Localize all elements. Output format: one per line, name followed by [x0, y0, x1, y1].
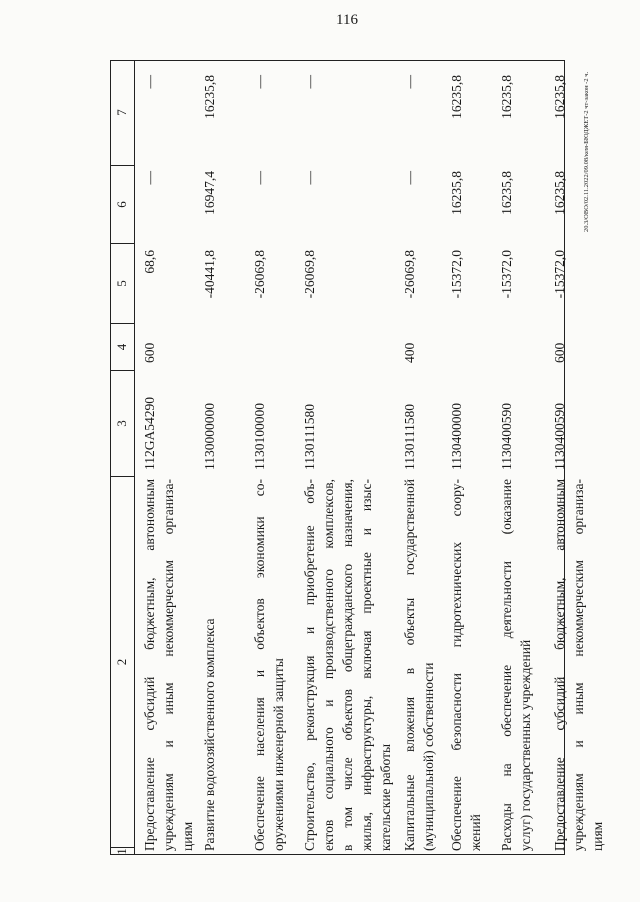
row-value-6: —: [252, 171, 267, 185]
row-name: [300, 479, 395, 851]
row-value-6: —: [302, 171, 317, 185]
row-value-7: 16235,8: [449, 75, 464, 119]
row-value-5: -15372,0: [552, 250, 567, 299]
row-name-line: Предоставление субсидий бюджетным, автономным: [552, 479, 567, 851]
row-value-7: —: [402, 75, 417, 89]
row-value-5: -15372,0: [449, 250, 464, 299]
row-expense-type: 600: [142, 342, 157, 363]
row-name-line: Обеспечение населения и объектов экономики со-: [252, 479, 267, 851]
row-name: [140, 479, 197, 851]
row-value-6: 16235,8: [449, 171, 464, 215]
row-name: [447, 479, 485, 851]
header-col-3: 3: [110, 370, 134, 476]
row-value-5: -15372,0: [499, 250, 514, 299]
row-value-7: —: [142, 75, 157, 89]
row-name-line: циям: [180, 821, 195, 851]
row-value-6: 16235,8: [499, 171, 514, 215]
row-code: 112GA54290: [142, 397, 157, 470]
row-value-6: —: [402, 171, 417, 185]
footer-stamp: 20.3/OBO/02.11.2022/09.08/кем-БЮДЖЕТ-2 чт-закон -2 ч.: [583, 71, 590, 232]
row-name: [497, 479, 535, 851]
header-col-7: 7: [114, 109, 129, 116]
row-code: 1130400590: [552, 403, 567, 470]
row-name-line: Строительство, реконструкция и приобретение объ-: [302, 479, 317, 851]
row-code: 1130400000: [449, 403, 464, 470]
row-name-line: Предоставление субсидий бюджетным, автономным: [142, 479, 157, 851]
row-code: 1130111580: [402, 404, 417, 470]
row-name-line: жений: [468, 814, 483, 851]
row-name-line: в том числе объектов общегражданского назначения,: [340, 479, 355, 851]
row-expense-type: 400: [402, 342, 417, 363]
row-name-line: Обеспечение безопасности гидротехнических соору-: [449, 479, 464, 851]
row-name: [550, 479, 607, 851]
row-name-line: (муниципальной) собственности: [421, 662, 436, 851]
row-name-line: жилья, инфраструктуры, включая проектные и изыс-: [359, 479, 374, 851]
row-value-5: -26069,8: [402, 250, 417, 299]
row-name-line: циям: [590, 821, 605, 851]
row-name-line: услуг) государственных учреждений: [518, 639, 533, 851]
row-value-6: —: [142, 171, 157, 185]
header-divider: [134, 60, 135, 855]
row-name-line: кательские работы: [378, 743, 393, 851]
header-col-4: 4: [110, 323, 134, 370]
header-col-5: 5: [110, 243, 134, 323]
row-code: 1130000000: [202, 403, 217, 470]
row-name: [400, 479, 438, 851]
header-col-1: 1: [110, 847, 134, 855]
row-value-7: 16235,8: [499, 75, 514, 119]
row-code: 1130100000: [252, 403, 267, 470]
row-name-line: Развитие водохозяйственного комплекса: [202, 618, 217, 851]
row-name-line: Расходы на обеспечение деятельности (оказание: [499, 479, 514, 851]
row-value-7: 16235,8: [202, 75, 217, 119]
row-name-line: оружениями инженерной защиты: [271, 658, 286, 851]
row-expense-type: 600: [552, 342, 567, 363]
row-name: [200, 479, 219, 851]
row-value-7: —: [302, 75, 317, 89]
row-name-line: Капитальные вложения в объекты государственной: [402, 479, 417, 851]
header-col-6: 6: [110, 165, 134, 243]
row-value-7: —: [252, 75, 267, 89]
row-value-5: -26069,8: [252, 250, 267, 299]
row-value-6: 16947,4: [202, 171, 217, 215]
row-name-line: учреждениям и иным некоммерческим организа-: [571, 479, 586, 851]
page-number: 116: [336, 12, 358, 28]
row-value-6: 16235,8: [552, 171, 567, 215]
row-name-line: учреждениям и иным некоммерческим организа-: [161, 479, 176, 851]
row-code: 1130400590: [499, 403, 514, 470]
header-col-2: 2: [110, 476, 134, 847]
row-value-5: -26069,8: [302, 250, 317, 299]
row-name-line: ектов социального и производственного комплексов,: [321, 479, 336, 851]
row-code: 1130111580: [302, 404, 317, 470]
row-name: [250, 479, 288, 851]
row-value-5: -40441,8: [202, 250, 217, 299]
row-value-5: 68,6: [142, 250, 157, 274]
row-value-7: 16235,8: [552, 75, 567, 119]
